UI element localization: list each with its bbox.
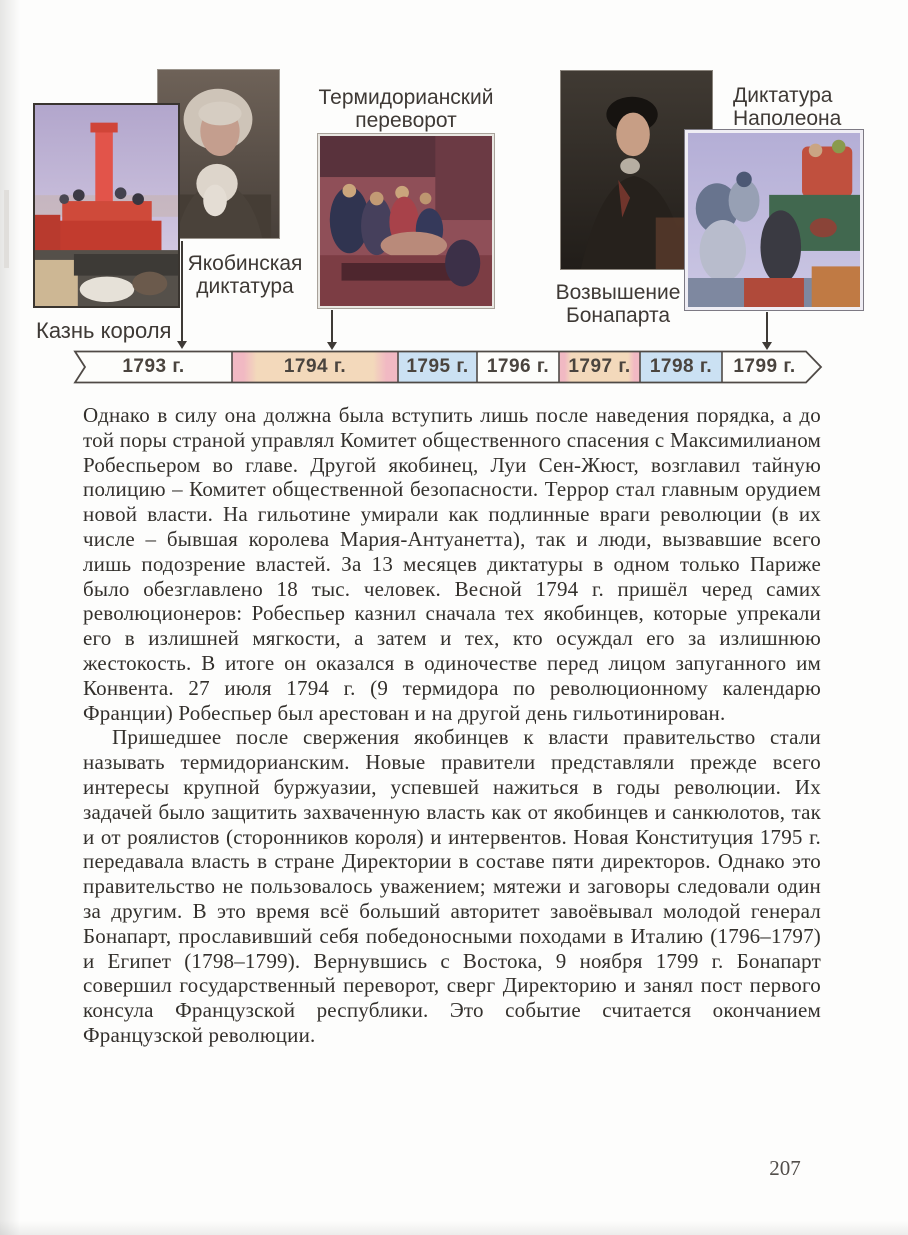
paragraph-terror: Однако в силу она должна была вступить лишь после наведения порядка, а до той поры страной управлял Комитет общественного спасения с Максимилианом Робеспьером во главе. Другой якобинец, Луи Сен-Жюст, возглавил тайную полицию – Комитет общественной безопасности. Террор стал главным орудием новой власти. На гильотине умирали как подлинные враги революции (в их числе – бывшая королева Мария-Антуанетта), так и люди, вызвавшие всего лишь подозрение властей. За 13 месяцев диктатуры в одном только Париже было обезглавлено 18 тыс. человек. Весной 1794 г. пришёл черед самих революционеров: Робеспьер казнил сначала тех якобинцев, которые упрекали его в излишней мягкости, а затем и тех, кто осуждал его за излишнюю жестокость. В итоге он оказался в одиночестве перед лицом запуганного им Конвента. 27 июля 1794 г. (9 термидора по революционному календарю Франции) Робеспьер был арестован и на другой день гильотинирован. bbox=[83, 403, 821, 725]
scan-edge-artifact bbox=[4, 190, 9, 268]
timeline-year-1798: 1798 г. bbox=[649, 356, 713, 377]
timeline-arrow-jacobin bbox=[181, 241, 183, 341]
timeline-year-1793: 1793 г. bbox=[122, 356, 185, 377]
timeline-year-1797: 1797 г. bbox=[568, 356, 631, 377]
thermidorian-coup-image bbox=[318, 134, 494, 308]
page-number: 207 bbox=[769, 1156, 801, 1180]
caption-bonaparte-rise: Возвышение Бонапарта bbox=[555, 281, 681, 327]
timeline-band bbox=[64, 350, 824, 384]
paragraph-thermidorians: Пришедшее после свержения якобинцев к власти правительство стали называть термидорианским. Новые правители представляли прежде всего интересы крупной буржуазии, успевшей нажиться в годы революции. Их задачей было защитить захваченную власть как от якобинцев и санкюлотов, так и от роялистов (сторонников короля) и интервентов. Новая Конституция 1795 г. передавала власть в стране Директории в составе пяти директоров. Однако это правительство не пользовалось уважением; мятежи и заговоры следовали один за другим. В это время всё больший авторитет завоёвывал молодой генерал Бонапарт, прославивший себя победоносными походами в Италию (1796–1797) и Египет (1798–1799). Вернувшись с Востока, 9 ноября 1799 г. Бонапарт совершил государственный переворот, сверг Директорию и занял пост первого консула Французской республики. Это событие считается окончанием Французской революции. bbox=[83, 725, 821, 1047]
body-text bbox=[83, 403, 821, 1048]
timeline-year-1795: 1795 г. bbox=[406, 356, 469, 377]
caption-thermidorian-coup: Термидорианский переворот bbox=[318, 86, 494, 132]
caption-jacobin-dictatorship: Якобинская диктатура bbox=[187, 252, 303, 298]
timeline-arrow-napoleon bbox=[766, 312, 768, 342]
napoleon-coup-image bbox=[685, 130, 863, 310]
execution-of-king-image bbox=[33, 103, 180, 308]
timeline-year-1796: 1796 г. bbox=[486, 356, 550, 377]
timeline-year-1799: 1799 г. bbox=[733, 356, 796, 377]
timeline-year-1794: 1794 г. bbox=[283, 356, 347, 377]
caption-execution: Казнь короля bbox=[36, 318, 172, 343]
caption-napoleon-dictatorship: Диктатура Наполеона bbox=[733, 84, 842, 130]
timeline-arrow-thermidor bbox=[331, 310, 333, 342]
